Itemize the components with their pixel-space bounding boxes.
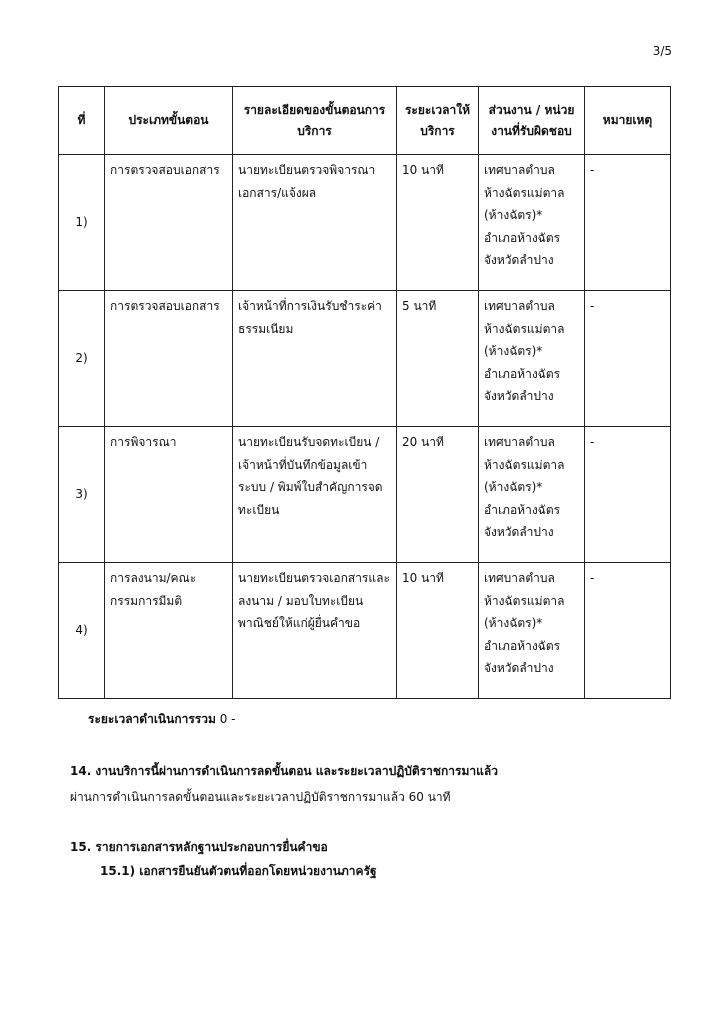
row-note: -	[585, 563, 671, 699]
header-no: ที่	[59, 87, 105, 155]
header-step-type: ประเภทขั้นตอน	[105, 87, 233, 155]
table-header-row	[59, 87, 671, 155]
row-step-type: การตรวจสอบเอกสาร	[105, 291, 233, 427]
row-note: -	[585, 155, 671, 291]
section-14-detail: ผ่านการดำเนินการลดขั้นตอนและระยะเวลาปฏิบัติราชการมาแล้ว 60 นาที	[70, 790, 451, 804]
total-duration-label: ระยะเวลาดำเนินการรวม	[88, 712, 216, 726]
row-step-type: การพิจารณา	[105, 427, 233, 563]
row-note: -	[585, 291, 671, 427]
row-note: -	[585, 427, 671, 563]
row-step-detail: นายทะเบียนตรวจเอกสารและลงนาม / มอบใบทะเบียนพาณิชย์ให้แก่ผู้ยื่นคำขอ	[233, 563, 397, 699]
row-step-type: การลงนาม/คณะกรรมการมีมติ	[105, 563, 233, 699]
service-steps-table	[58, 86, 671, 699]
table-row	[59, 563, 671, 699]
row-agency: เทศบาลตำบลห้างฉัตรแม่ตาล (ห้างฉัตร)* อำเภอห้างฉัตร จังหวัดลำปาง	[479, 291, 585, 427]
row-agency: เทศบาลตำบลห้างฉัตรแม่ตาล (ห้างฉัตร)* อำเภอห้างฉัตร จังหวัดลำปาง	[479, 563, 585, 699]
row-duration: 20 นาที	[397, 427, 479, 563]
row-agency: เทศบาลตำบลห้างฉัตรแม่ตาล (ห้างฉัตร)* อำเภอห้างฉัตร จังหวัดลำปาง	[479, 427, 585, 563]
section-14-title: 14. งานบริการนี้ผ่านการดำเนินการลดขั้นตอน และระยะเวลาปฏิบัติราชการมาแล้ว	[70, 764, 498, 778]
row-duration: 10 นาที	[397, 155, 479, 291]
row-step-detail: นายทะเบียนรับจดทะเบียน / เจ้าหน้าที่บันทึกข้อมูลเข้าระบบ / พิมพ์ใบสำคัญการจดทะเบียน	[233, 427, 397, 563]
total-duration-value: 0 -	[219, 712, 236, 726]
row-step-detail: เจ้าหน้าที่การเงินรับชำระค่าธรรมเนียม	[233, 291, 397, 427]
row-no: 4)	[59, 563, 105, 699]
row-no: 2)	[59, 291, 105, 427]
header-agency: ส่วนงาน / หน่วยงานที่รับผิดชอบ	[479, 87, 585, 155]
table-row	[59, 291, 671, 427]
section-15-title: 15. รายการเอกสารหลักฐานประกอบการยื่นคำขอ	[70, 840, 328, 854]
table-row	[59, 155, 671, 291]
header-duration: ระยะเวลาให้บริการ	[397, 87, 479, 155]
header-step-detail: รายละเอียดของขั้นตอนการบริการ	[233, 87, 397, 155]
row-duration: 10 นาที	[397, 563, 479, 699]
table-row	[59, 427, 671, 563]
row-no: 1)	[59, 155, 105, 291]
row-duration: 5 นาที	[397, 291, 479, 427]
row-no: 3)	[59, 427, 105, 563]
row-step-detail: นายทะเบียนตรวจพิจารณาเอกสาร/แจ้งผล	[233, 155, 397, 291]
page-number: 3/5	[652, 44, 672, 58]
section-15-1-title: 15.1) เอกสารยืนยันตัวตนที่ออกโดยหน่วยงานภาครัฐ	[100, 864, 377, 878]
header-note: หมายเหตุ	[585, 87, 671, 155]
row-step-type: การตรวจสอบเอกสาร	[105, 155, 233, 291]
row-agency: เทศบาลตำบลห้างฉัตรแม่ตาล (ห้างฉัตร)* อำเภอห้างฉัตร จังหวัดลำปาง	[479, 155, 585, 291]
total-duration	[88, 710, 236, 729]
